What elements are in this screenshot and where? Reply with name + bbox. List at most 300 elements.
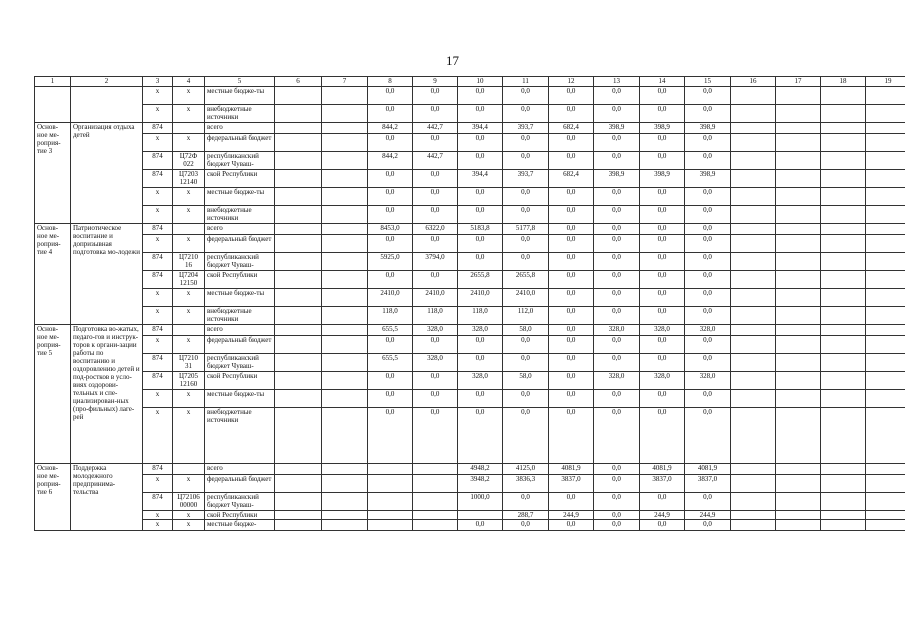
amount-cell: 0,0 [458,206,503,224]
empty-cell [275,475,322,493]
funding-source-cell: всего [205,325,275,336]
amount-cell: 0,0 [368,390,413,408]
empty-cell [821,520,866,531]
empty-cell [731,520,776,531]
empty-cell [776,493,821,511]
funding-source-cell: всего [205,123,275,134]
empty-cell [275,511,322,520]
funding-source-cell: местные бюдже-ты [205,188,275,206]
amount-cell: 0,0 [503,206,549,224]
amount-cell: 0,0 [549,188,594,206]
amount-cell: 0,0 [594,464,640,475]
amount-cell: 393,7 [503,123,549,134]
amount-cell: 0,0 [594,475,640,493]
amount-cell: 0,0 [549,206,594,224]
amount-cell: 0,0 [503,152,549,170]
amount-cell: 4125,0 [503,464,549,475]
empty-cell [776,170,821,188]
empty-cell [731,464,776,475]
empty-cell [275,336,322,354]
funding-source-cell: ской Республики [205,271,275,289]
amount-cell: 244,9 [640,511,685,520]
amount-cell: 118,0 [368,307,413,325]
event-description-cell [71,87,143,123]
budget-table [34,76,905,531]
empty-cell [275,372,322,390]
amount-cell: 6322,0 [413,224,458,235]
amount-cell: 0,0 [413,87,458,105]
table-row [35,325,905,336]
funding-source-cell: внебюджетные источники [205,408,275,464]
empty-cell [275,493,322,511]
amount-cell: 0,0 [458,520,503,531]
empty-cell [821,336,866,354]
empty-cell [322,235,368,253]
amount-cell: 0,0 [594,493,640,511]
amount-cell: 328,0 [458,372,503,390]
target-article-cell: Ц7210 31 [173,354,205,372]
grbs-code-cell: x [143,87,173,105]
amount-cell [413,511,458,520]
amount-cell: 328,0 [685,325,731,336]
empty-cell [776,325,821,336]
page-number: 17 [446,53,459,68]
empty-cell [731,134,776,152]
table-row [35,123,905,134]
empty-cell [275,105,322,123]
funding-source-cell: внебюджетные источники [205,307,275,325]
amount-cell: 0,0 [594,105,640,123]
amount-cell: 0,0 [458,105,503,123]
grbs-code-cell: 874 [143,325,173,336]
amount-cell: 328,0 [594,325,640,336]
empty-cell [821,235,866,253]
empty-cell [866,464,905,475]
amount-cell: 0,0 [685,307,731,325]
empty-cell [866,520,905,531]
amount-cell: 0,0 [640,188,685,206]
target-article-cell: x [173,188,205,206]
table-row [35,152,905,170]
amount-cell: 0,0 [594,390,640,408]
amount-cell: 394,4 [458,170,503,188]
funding-source-cell: всего [205,464,275,475]
amount-cell: 0,0 [685,224,731,235]
amount-cell: 0,0 [640,390,685,408]
empty-cell [866,390,905,408]
empty-cell [275,390,322,408]
amount-cell: 0,0 [413,271,458,289]
amount-cell [413,475,458,493]
amount-cell: 328,0 [413,354,458,372]
amount-cell: 0,0 [640,152,685,170]
amount-cell: 0,0 [685,520,731,531]
table-row [35,408,905,464]
amount-cell: 5925,0 [368,253,413,271]
grbs-code-cell: x [143,307,173,325]
amount-cell: 4081,9 [685,464,731,475]
amount-cell: 0,0 [640,87,685,105]
table-row [35,372,905,390]
amount-cell: 112,0 [503,307,549,325]
empty-cell [866,475,905,493]
amount-cell: 0,0 [503,134,549,152]
amount-cell: 0,0 [685,235,731,253]
empty-cell [322,354,368,372]
amount-cell: 0,0 [640,354,685,372]
amount-cell: 0,0 [685,152,731,170]
header-cell: 3 [143,77,173,87]
empty-cell [731,408,776,464]
amount-cell: 844,2 [368,152,413,170]
amount-cell: 0,0 [549,235,594,253]
empty-cell [821,325,866,336]
empty-cell [275,224,322,235]
empty-cell [275,408,322,464]
header-cell: 19 [866,77,905,87]
target-article-cell: x [173,390,205,408]
header-cell: 5 [205,77,275,87]
amount-cell: 5183,8 [458,224,503,235]
empty-cell [776,271,821,289]
amount-cell: 0,0 [594,235,640,253]
empty-cell [776,235,821,253]
amount-cell: 0,0 [640,134,685,152]
empty-cell [866,325,905,336]
amount-cell [413,493,458,511]
amount-cell: 0,0 [549,289,594,307]
amount-cell: 0,0 [503,105,549,123]
empty-cell [776,105,821,123]
empty-cell [776,475,821,493]
amount-cell: 0,0 [549,520,594,531]
table-row [35,336,905,354]
table-row [35,224,905,235]
target-article-cell [173,224,205,235]
empty-cell [821,493,866,511]
empty-cell [731,336,776,354]
empty-cell [776,206,821,224]
empty-cell [821,134,866,152]
target-article-cell: x [173,408,205,464]
empty-cell [776,188,821,206]
empty-cell [866,134,905,152]
table-row [35,235,905,253]
grbs-code-cell: x [143,390,173,408]
amount-cell: 0,0 [594,511,640,520]
empty-cell [776,224,821,235]
grbs-code-cell: x [143,475,173,493]
amount-cell: 0,0 [685,134,731,152]
target-article-cell: Ц72106 00000 [173,493,205,511]
grbs-code-cell: 874 [143,224,173,235]
funding-source-cell: местные бюдже-ты [205,390,275,408]
table-row [35,354,905,372]
amount-cell: 0,0 [640,235,685,253]
empty-cell [776,307,821,325]
amount-cell: 0,0 [594,224,640,235]
amount-cell: 328,0 [594,372,640,390]
amount-cell: 2655,8 [458,271,503,289]
empty-cell [821,372,866,390]
amount-cell: 0,0 [368,271,413,289]
empty-cell [821,87,866,105]
target-article-cell: x [173,511,205,520]
table-row [35,493,905,511]
empty-cell [866,235,905,253]
amount-cell: 682,4 [549,123,594,134]
amount-cell: 328,0 [685,372,731,390]
amount-cell: 328,0 [413,325,458,336]
amount-cell: 0,0 [549,134,594,152]
amount-cell: 398,9 [640,123,685,134]
empty-cell [322,372,368,390]
amount-cell: 0,0 [413,390,458,408]
funding-source-cell: всего [205,224,275,235]
amount-cell: 0,0 [594,336,640,354]
amount-cell: 0,0 [503,493,549,511]
amount-cell: 0,0 [368,235,413,253]
amount-cell: 3794,0 [413,253,458,271]
amount-cell: 0,0 [549,87,594,105]
empty-cell [866,206,905,224]
target-article-cell: x [173,307,205,325]
amount-cell: 0,0 [594,87,640,105]
empty-cell [275,152,322,170]
target-article-cell: x [173,289,205,307]
event-description-cell: Поддержка молодежного предпринима-тельства [71,464,143,531]
amount-cell: 0,0 [413,408,458,464]
header-cell: 15 [685,77,731,87]
table-row [35,289,905,307]
empty-cell [821,511,866,520]
empty-cell [322,336,368,354]
amount-cell: 2410,0 [413,289,458,307]
empty-cell [731,235,776,253]
empty-cell [731,511,776,520]
empty-cell [275,253,322,271]
empty-cell [821,307,866,325]
amount-cell: 0,0 [368,372,413,390]
amount-cell: 682,4 [549,170,594,188]
amount-cell: 0,0 [549,253,594,271]
header-cell: 7 [322,77,368,87]
amount-cell: 0,0 [503,188,549,206]
amount-cell: 0,0 [413,134,458,152]
grbs-code-cell: 874 [143,372,173,390]
funding-source-cell: республиканский бюджет Чуваш- [205,493,275,511]
empty-cell [275,464,322,475]
empty-cell [821,123,866,134]
amount-cell: 0,0 [594,188,640,206]
empty-cell [275,289,322,307]
amount-cell: 0,0 [368,408,413,464]
target-article-cell: x [173,475,205,493]
empty-cell [776,372,821,390]
empty-cell [731,152,776,170]
amount-cell: 0,0 [413,170,458,188]
amount-cell: 0,0 [640,520,685,531]
amount-cell: 118,0 [413,307,458,325]
amount-cell: 0,0 [549,336,594,354]
amount-cell: 0,0 [594,206,640,224]
header-cell: 9 [413,77,458,87]
amount-cell: 0,0 [594,271,640,289]
empty-cell [322,87,368,105]
empty-cell [776,408,821,464]
amount-cell: 328,0 [458,325,503,336]
amount-cell: 2410,0 [368,289,413,307]
amount-cell: 0,0 [413,188,458,206]
empty-cell [821,289,866,307]
empty-cell [731,475,776,493]
empty-cell [821,105,866,123]
grbs-code-cell: x [143,289,173,307]
empty-cell [866,271,905,289]
empty-cell [866,511,905,520]
amount-cell: 0,0 [640,206,685,224]
amount-cell: 0,0 [413,372,458,390]
grbs-code-cell: 874 [143,493,173,511]
empty-cell [731,271,776,289]
funding-source-cell: ской Республики [205,511,275,520]
target-article-cell: x [173,87,205,105]
header-cell: 1 [35,77,71,87]
empty-cell [275,271,322,289]
empty-cell [322,493,368,511]
amount-cell: 0,0 [458,253,503,271]
amount-cell: 393,7 [503,170,549,188]
empty-cell [275,325,322,336]
amount-cell: 0,0 [685,390,731,408]
target-article-cell: Ц72Ф 022 [173,152,205,170]
empty-cell [731,289,776,307]
event-name-cell: Основ-ное ме-роприя-тие 3 [35,123,71,224]
empty-cell [731,372,776,390]
header-cell: 18 [821,77,866,87]
amount-cell: 288,7 [503,511,549,520]
amount-cell: 328,0 [640,325,685,336]
table-row [35,188,905,206]
amount-cell: 0,0 [368,336,413,354]
empty-cell [821,354,866,372]
empty-cell [866,87,905,105]
table-row [35,253,905,271]
amount-cell: 2410,0 [503,289,549,307]
target-article-cell: x [173,336,205,354]
funding-source-cell: внебюджетные источники [205,105,275,123]
target-article-cell: Ц7205 12160 [173,372,205,390]
empty-cell [866,105,905,123]
empty-cell [322,307,368,325]
empty-cell [731,354,776,372]
funding-source-cell: местные бюдже-ты [205,289,275,307]
empty-cell [821,253,866,271]
amount-cell: 0,0 [458,235,503,253]
grbs-code-cell: 874 [143,152,173,170]
amount-cell: 0,0 [458,188,503,206]
grbs-code-cell: x [143,336,173,354]
amount-cell: 0,0 [685,87,731,105]
amount-cell: 0,0 [594,134,640,152]
empty-cell [821,464,866,475]
empty-cell [776,520,821,531]
empty-cell [821,475,866,493]
empty-cell [866,408,905,464]
amount-cell [368,520,413,531]
grbs-code-cell: 874 [143,354,173,372]
amount-cell: 0,0 [458,408,503,464]
empty-cell [776,354,821,372]
empty-cell [275,87,322,105]
target-article-cell [173,464,205,475]
empty-cell [776,87,821,105]
amount-cell: 8453,0 [368,224,413,235]
funding-source-cell: федеральный бюджет [205,336,275,354]
table-row [35,105,905,123]
target-article-cell: x [173,105,205,123]
grbs-code-cell: x [143,520,173,531]
amount-cell: 244,9 [549,511,594,520]
empty-cell [821,152,866,170]
funding-source-cell: федеральный бюджет [205,475,275,493]
funding-source-cell: республиканский бюджет Чуваш- [205,253,275,271]
funding-source-cell: федеральный бюджет [205,235,275,253]
amount-cell: 0,0 [503,408,549,464]
empty-cell [776,336,821,354]
amount-cell: 0,0 [458,87,503,105]
table-row [35,464,905,475]
amount-cell: 0,0 [549,493,594,511]
amount-cell: 3837,0 [685,475,731,493]
amount-cell: 0,0 [685,206,731,224]
target-article-cell: x [173,206,205,224]
amount-cell: 5177,8 [503,224,549,235]
event-name-cell: Основ-ное ме-роприя-тие 5 [35,325,71,464]
amount-cell: 0,0 [413,336,458,354]
empty-cell [866,188,905,206]
empty-cell [731,105,776,123]
grbs-code-cell: x [143,134,173,152]
empty-cell [322,253,368,271]
grbs-code-cell: 874 [143,253,173,271]
amount-cell: 0,0 [685,271,731,289]
header-cell: 17 [776,77,821,87]
empty-cell [776,390,821,408]
amount-cell: 844,2 [368,123,413,134]
amount-cell: 0,0 [503,354,549,372]
amount-cell: 0,0 [368,105,413,123]
empty-cell [322,170,368,188]
empty-cell [866,224,905,235]
amount-cell: 0,0 [549,390,594,408]
amount-cell: 3837,0 [640,475,685,493]
table-row [35,271,905,289]
empty-cell [322,390,368,408]
amount-cell: 0,0 [549,307,594,325]
funding-source-cell: республиканский бюджет Чуваш- [205,354,275,372]
amount-cell: 394,4 [458,123,503,134]
amount-cell: 442,7 [413,152,458,170]
amount-cell: 0,0 [594,253,640,271]
empty-cell [866,354,905,372]
empty-cell [731,87,776,105]
amount-cell: 0,0 [368,134,413,152]
empty-cell [731,206,776,224]
grbs-code-cell: x [143,206,173,224]
target-article-cell: Ц7210 16 [173,253,205,271]
empty-cell [322,475,368,493]
